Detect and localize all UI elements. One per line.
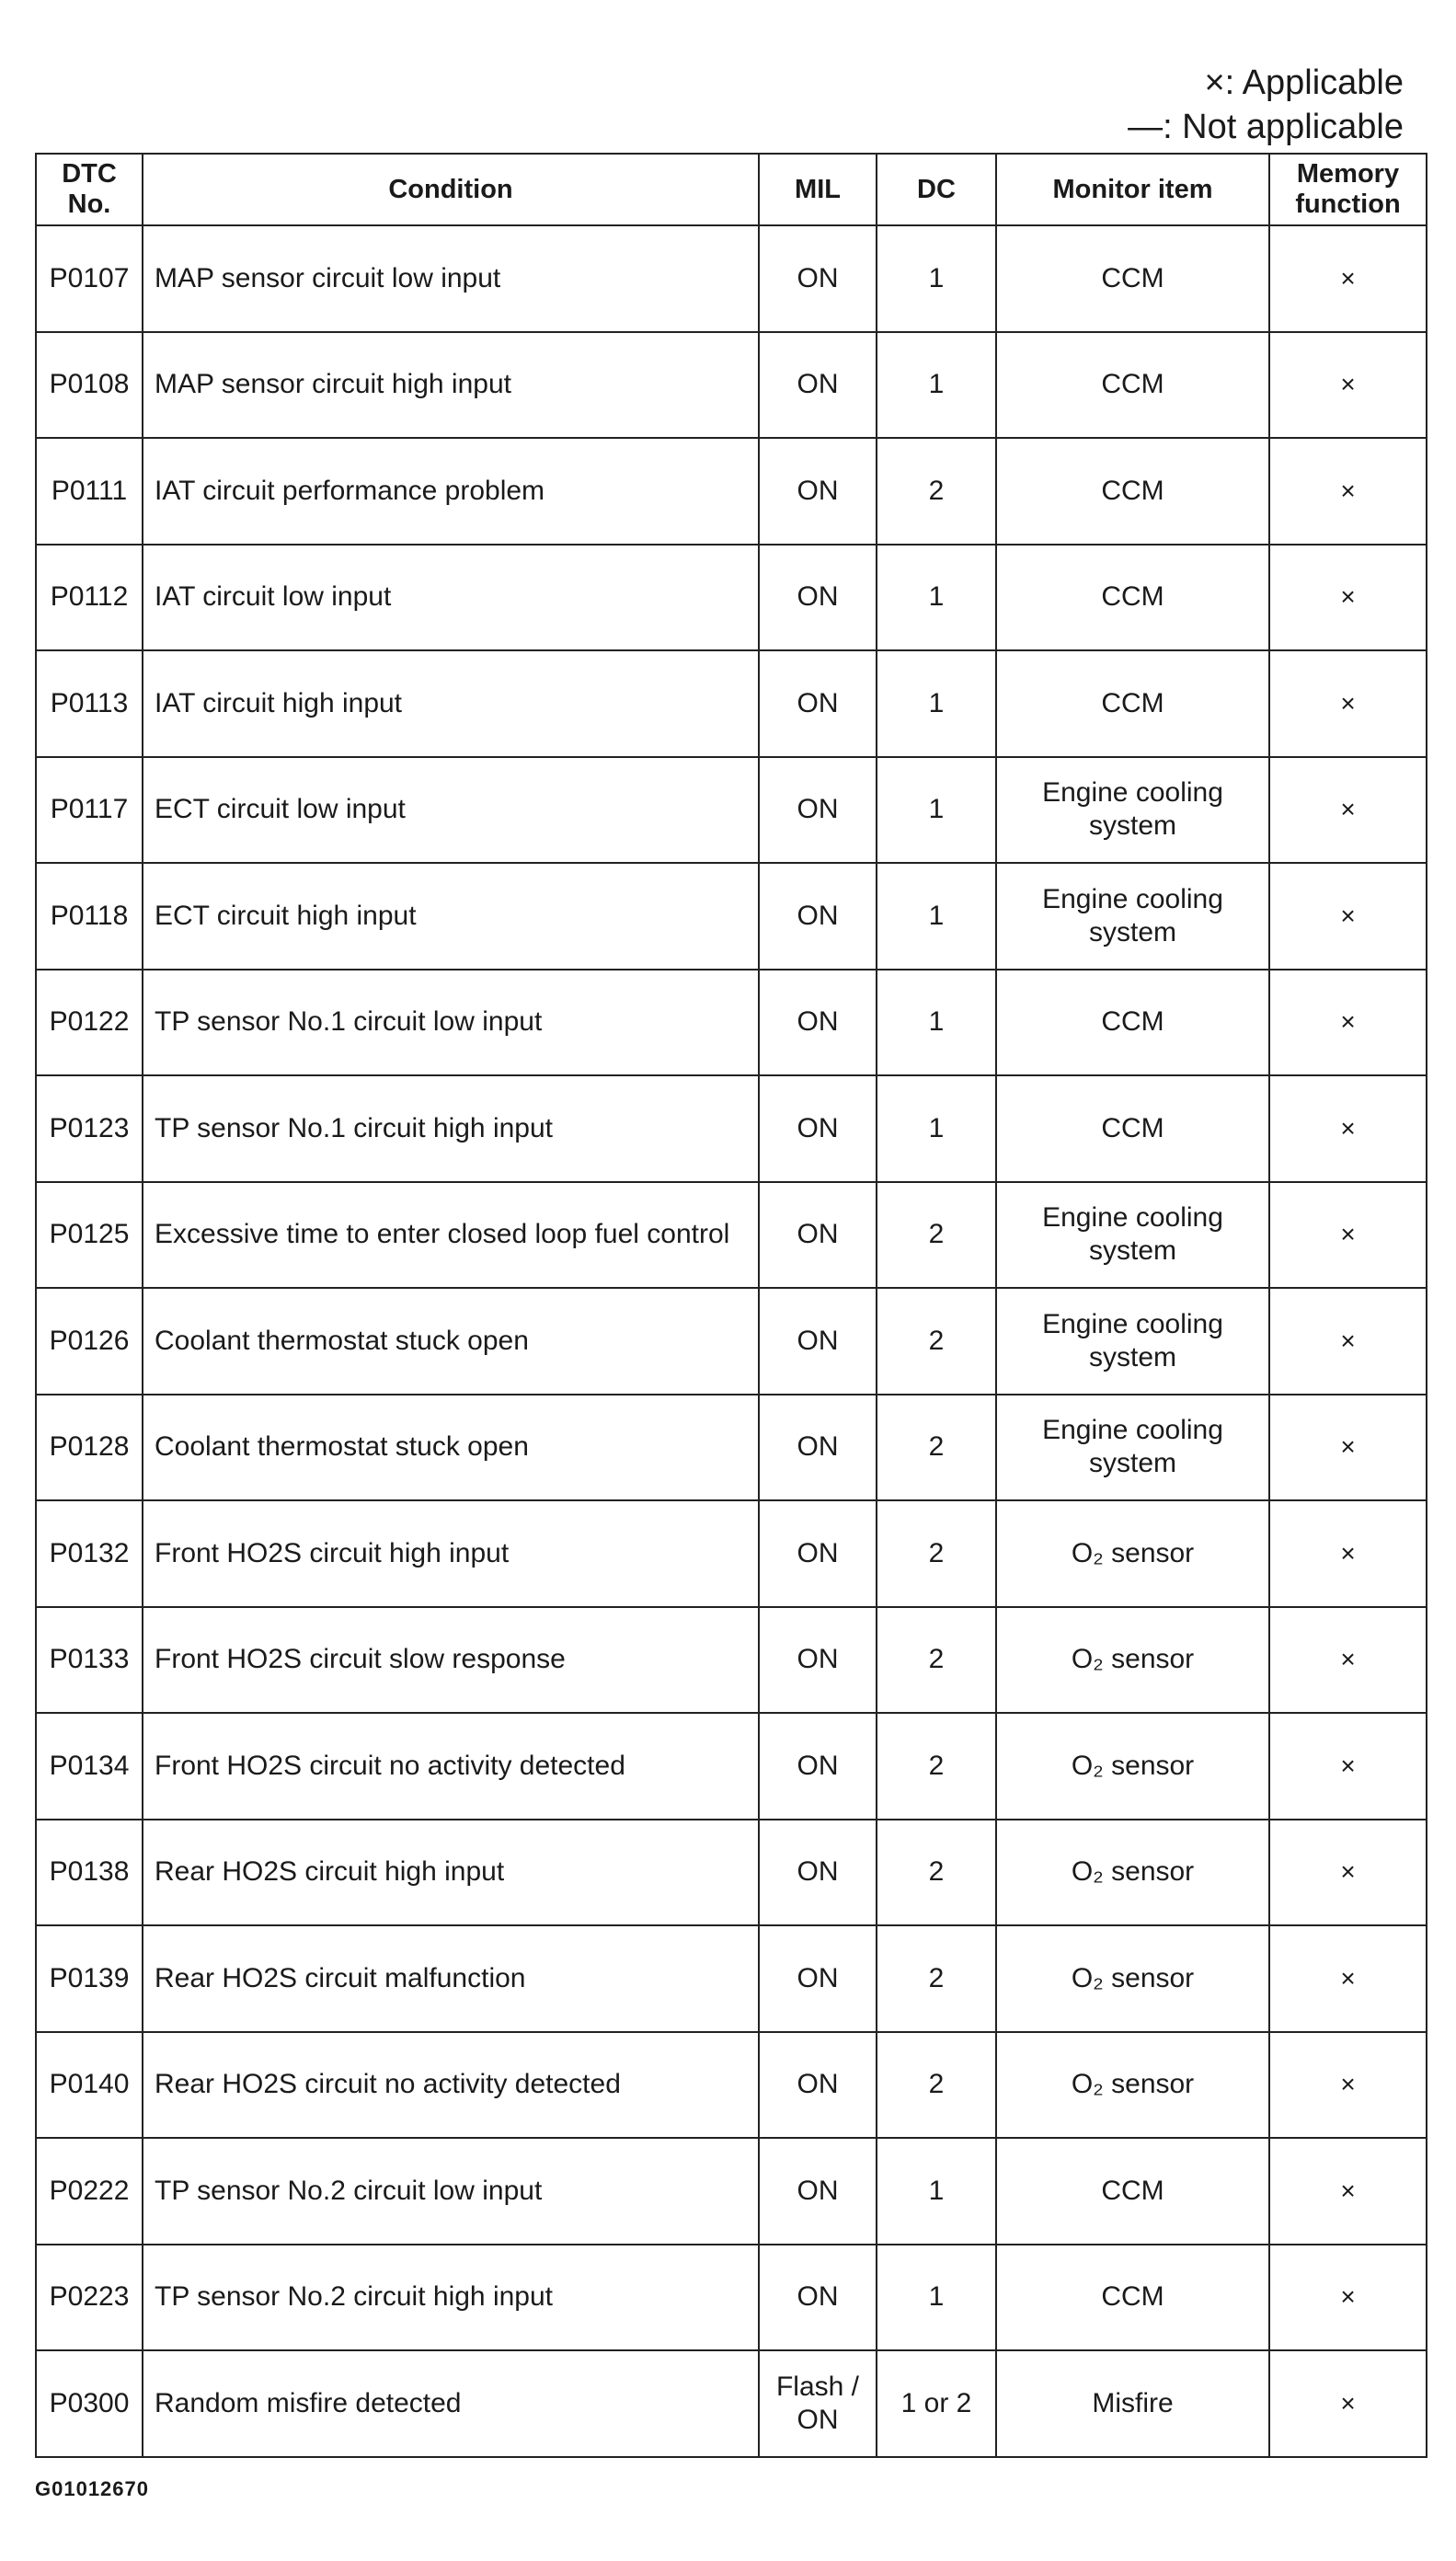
legend-applicable: ×: Applicable xyxy=(1204,63,1404,102)
cell-mil: Flash / ON xyxy=(759,2350,877,2457)
table-row xyxy=(36,438,1427,545)
cell-condition: Coolant thermostat stuck open xyxy=(143,1395,759,1501)
cell-mil: ON xyxy=(759,1500,877,1607)
cell-dtc-no: P0132 xyxy=(36,1500,143,1607)
cell-dtc-no: P0108 xyxy=(36,332,143,439)
cell-dtc-no: P0222 xyxy=(36,2138,143,2245)
cell-mil: ON xyxy=(759,438,877,545)
cell-dc: 1 xyxy=(877,545,996,651)
cell-mil: ON xyxy=(759,1925,877,2032)
cell-dtc-no: P0134 xyxy=(36,1713,143,1820)
cell-dtc-no: P0107 xyxy=(36,225,143,332)
cell-memory-function: × xyxy=(1269,2350,1427,2457)
table-row xyxy=(36,1500,1427,1607)
legend-not-applicable: —: Not applicable xyxy=(1128,108,1404,146)
table-row xyxy=(36,863,1427,970)
cell-condition: Excessive time to enter closed loop fuel control xyxy=(143,1182,759,1289)
cell-monitor-item: Engine cooling system xyxy=(996,1182,1269,1289)
cell-condition: Front HO2S circuit high input xyxy=(143,1500,759,1607)
cell-condition: TP sensor No.2 circuit low input xyxy=(143,2138,759,2245)
cell-memory-function: × xyxy=(1269,438,1427,545)
cell-dc: 1 xyxy=(877,2245,996,2351)
cell-memory-function: × xyxy=(1269,970,1427,1076)
cell-condition: TP sensor No.1 circuit high input xyxy=(143,1075,759,1182)
cell-mil: ON xyxy=(759,1713,877,1820)
table-row xyxy=(36,2032,1427,2139)
cell-dtc-no: P0123 xyxy=(36,1075,143,1182)
cell-dc: 1 xyxy=(877,332,996,439)
table-row xyxy=(36,545,1427,651)
cell-dtc-no: P0138 xyxy=(36,1820,143,1926)
cell-mil: ON xyxy=(759,225,877,332)
cell-condition: Front HO2S circuit no activity detected xyxy=(143,1713,759,1820)
cell-dc: 2 xyxy=(877,1607,996,1714)
cell-dtc-no: P0122 xyxy=(36,970,143,1076)
cell-memory-function: × xyxy=(1269,1075,1427,1182)
table-row xyxy=(36,332,1427,439)
table-row xyxy=(36,1075,1427,1182)
cell-memory-function: × xyxy=(1269,1925,1427,2032)
cell-monitor-item: Engine cooling system xyxy=(996,1395,1269,1501)
cell-dc: 2 xyxy=(877,1288,996,1395)
cell-dc: 2 xyxy=(877,1820,996,1926)
cell-memory-function: × xyxy=(1269,757,1427,864)
cell-dtc-no: P0117 xyxy=(36,757,143,864)
cell-condition: MAP sensor circuit low input xyxy=(143,225,759,332)
table-row xyxy=(36,970,1427,1076)
cell-memory-function: × xyxy=(1269,2032,1427,2139)
header-memory-function: Memory function xyxy=(1269,154,1427,225)
cell-monitor-item: CCM xyxy=(996,1075,1269,1182)
cell-mil: ON xyxy=(759,2245,877,2351)
header-condition: Condition xyxy=(143,154,759,225)
table-row xyxy=(36,1713,1427,1820)
cell-condition: IAT circuit high input xyxy=(143,650,759,757)
cell-monitor-item: O₂ sensor xyxy=(996,2032,1269,2139)
cell-dtc-no: P0125 xyxy=(36,1182,143,1289)
cell-monitor-item: CCM xyxy=(996,545,1269,651)
cell-dc: 1 xyxy=(877,1075,996,1182)
cell-memory-function: × xyxy=(1269,1500,1427,1607)
header-monitor-item: Monitor item xyxy=(996,154,1269,225)
cell-mil: ON xyxy=(759,1820,877,1926)
cell-mil: ON xyxy=(759,332,877,439)
cell-memory-function: × xyxy=(1269,1820,1427,1926)
cell-mil: ON xyxy=(759,970,877,1076)
cell-monitor-item: Engine cooling system xyxy=(996,757,1269,864)
cell-monitor-item: O₂ sensor xyxy=(996,1820,1269,1926)
table-row xyxy=(36,1288,1427,1395)
table-row xyxy=(36,650,1427,757)
cell-mil: ON xyxy=(759,863,877,970)
header-dc: DC xyxy=(877,154,996,225)
table-header-row xyxy=(36,154,1427,225)
figure-id: G01012670 xyxy=(35,2477,149,2500)
cell-monitor-item: CCM xyxy=(996,970,1269,1076)
cell-dc: 2 xyxy=(877,1500,996,1607)
cell-memory-function: × xyxy=(1269,332,1427,439)
cell-condition: Coolant thermostat stuck open xyxy=(143,1288,759,1395)
cell-condition: TP sensor No.1 circuit low input xyxy=(143,970,759,1076)
cell-condition: MAP sensor circuit high input xyxy=(143,332,759,439)
cell-mil: ON xyxy=(759,1075,877,1182)
cell-dc: 2 xyxy=(877,1395,996,1501)
header-mil: MIL xyxy=(759,154,877,225)
cell-memory-function: × xyxy=(1269,863,1427,970)
cell-dtc-no: P0300 xyxy=(36,2350,143,2457)
cell-dc: 2 xyxy=(877,1713,996,1820)
table-row xyxy=(36,2350,1427,2457)
cell-condition: Rear HO2S circuit high input xyxy=(143,1820,759,1926)
cell-monitor-item: O₂ sensor xyxy=(996,1607,1269,1714)
legend xyxy=(1128,61,1404,149)
cell-memory-function: × xyxy=(1269,2245,1427,2351)
cell-condition: Rear HO2S circuit malfunction xyxy=(143,1925,759,2032)
cell-dc: 1 xyxy=(877,2138,996,2245)
cell-dtc-no: P0139 xyxy=(36,1925,143,2032)
cell-memory-function: × xyxy=(1269,1607,1427,1714)
cell-dc: 2 xyxy=(877,438,996,545)
cell-dc: 1 xyxy=(877,863,996,970)
cell-monitor-item: CCM xyxy=(996,438,1269,545)
cell-dtc-no: P0126 xyxy=(36,1288,143,1395)
cell-dc: 1 xyxy=(877,225,996,332)
dtc-table xyxy=(35,153,1427,2458)
cell-mil: ON xyxy=(759,650,877,757)
cell-condition: Front HO2S circuit slow response xyxy=(143,1607,759,1714)
cell-monitor-item: Engine cooling system xyxy=(996,1288,1269,1395)
cell-dtc-no: P0128 xyxy=(36,1395,143,1501)
cell-mil: ON xyxy=(759,1182,877,1289)
cell-monitor-item: O₂ sensor xyxy=(996,1500,1269,1607)
cell-dtc-no: P0112 xyxy=(36,545,143,651)
cell-condition: Random misfire detected xyxy=(143,2350,759,2457)
cell-condition: TP sensor No.2 circuit high input xyxy=(143,2245,759,2351)
cell-condition: Rear HO2S circuit no activity detected xyxy=(143,2032,759,2139)
cell-memory-function: × xyxy=(1269,1395,1427,1501)
cell-dtc-no: P0111 xyxy=(36,438,143,545)
cell-memory-function: × xyxy=(1269,1182,1427,1289)
cell-mil: ON xyxy=(759,2032,877,2139)
cell-dc: 2 xyxy=(877,1925,996,2032)
table-row xyxy=(36,757,1427,864)
table-row xyxy=(36,1182,1427,1289)
cell-dc: 1 xyxy=(877,757,996,864)
table-row xyxy=(36,1607,1427,1714)
table-row xyxy=(36,1925,1427,2032)
cell-monitor-item: O₂ sensor xyxy=(996,1713,1269,1820)
cell-memory-function: × xyxy=(1269,1288,1427,1395)
cell-monitor-item: CCM xyxy=(996,2138,1269,2245)
cell-condition: IAT circuit low input xyxy=(143,545,759,651)
cell-dc: 1 xyxy=(877,970,996,1076)
table-row xyxy=(36,1395,1427,1501)
table-body xyxy=(36,225,1427,2457)
table-row xyxy=(36,2245,1427,2351)
cell-dtc-no: P0140 xyxy=(36,2032,143,2139)
cell-memory-function: × xyxy=(1269,2138,1427,2245)
cell-dc: 1 or 2 xyxy=(877,2350,996,2457)
cell-memory-function: × xyxy=(1269,1713,1427,1820)
cell-dtc-no: P0223 xyxy=(36,2245,143,2351)
table-row xyxy=(36,225,1427,332)
cell-mil: ON xyxy=(759,1607,877,1714)
cell-dtc-no: P0133 xyxy=(36,1607,143,1714)
cell-dtc-no: P0113 xyxy=(36,650,143,757)
cell-monitor-item: CCM xyxy=(996,650,1269,757)
cell-mil: ON xyxy=(759,1288,877,1395)
table-row xyxy=(36,2138,1427,2245)
cell-mil: ON xyxy=(759,2138,877,2245)
cell-monitor-item: Engine cooling system xyxy=(996,863,1269,970)
header-dtc-no: DTC No. xyxy=(36,154,143,225)
cell-memory-function: × xyxy=(1269,225,1427,332)
cell-mil: ON xyxy=(759,545,877,651)
table-row xyxy=(36,1820,1427,1926)
cell-condition: ECT circuit high input xyxy=(143,863,759,970)
cell-dtc-no: P0118 xyxy=(36,863,143,970)
cell-monitor-item: CCM xyxy=(996,332,1269,439)
cell-dc: 1 xyxy=(877,650,996,757)
cell-dc: 2 xyxy=(877,2032,996,2139)
cell-condition: IAT circuit performance problem xyxy=(143,438,759,545)
cell-mil: ON xyxy=(759,1395,877,1501)
cell-monitor-item: CCM xyxy=(996,225,1269,332)
cell-memory-function: × xyxy=(1269,545,1427,651)
cell-dc: 2 xyxy=(877,1182,996,1289)
cell-monitor-item: CCM xyxy=(996,2245,1269,2351)
cell-monitor-item: Misfire xyxy=(996,2350,1269,2457)
cell-monitor-item: O₂ sensor xyxy=(996,1925,1269,2032)
cell-condition: ECT circuit low input xyxy=(143,757,759,864)
cell-memory-function: × xyxy=(1269,650,1427,757)
cell-mil: ON xyxy=(759,757,877,864)
